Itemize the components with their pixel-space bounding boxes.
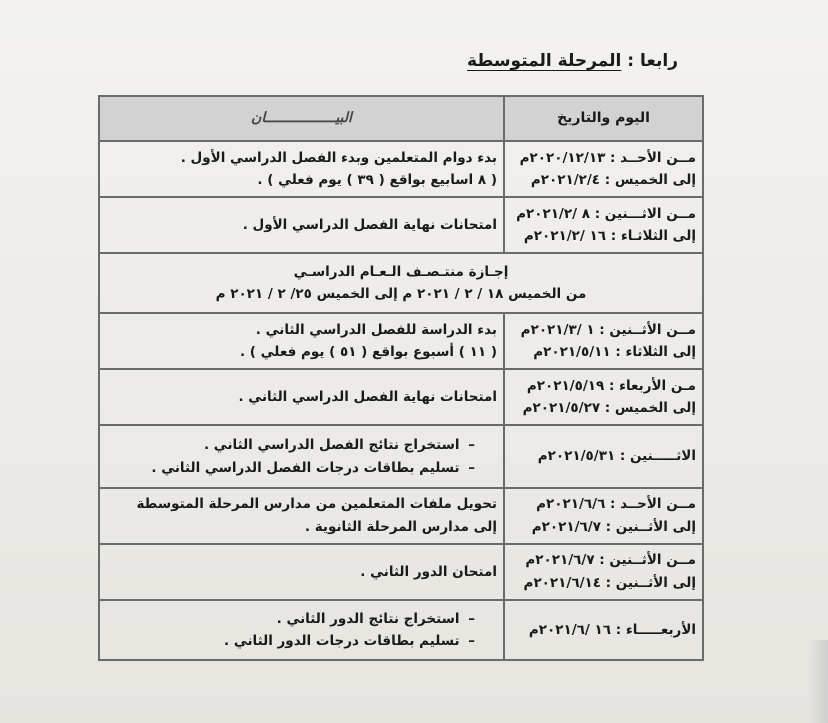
date-cell	[504, 141, 703, 197]
description-cell	[99, 488, 504, 544]
description-line: ( ٨ اسابيع بواقع ( ٣٩ ) يوم فعلي ) .	[257, 172, 497, 189]
date-from: مــن الأحــد : ٢٠٢١/٦/٦م	[536, 496, 696, 513]
description-cell	[99, 197, 504, 253]
bullet-item: – تسليم بطاقات درجات الفصل الدراسي الثاني .	[106, 457, 497, 479]
table-row	[99, 600, 703, 660]
description-cell	[99, 313, 504, 369]
date-from: مــن الأحــد : ٢٠٢٠/١٢/١٣م	[519, 149, 696, 166]
description-line: امتحانات نهاية الفصل الدراسي الأول .	[242, 217, 497, 233]
date-single: الاثـــــنين : ٢٠٢١/٥/٣١م	[537, 448, 696, 465]
table-row	[99, 253, 703, 313]
date-to: إلى الثلاثاء : ٢٠٢١/٥/١١م	[533, 344, 696, 361]
date-to: إلى الأثــنين : ٢٠٢١/٦/١٤م	[523, 574, 696, 591]
header-date: اليوم والتاريخ	[504, 96, 703, 141]
date-cell	[504, 313, 703, 369]
description-cell	[99, 600, 504, 660]
description-line: امتحانات نهاية الفصل الدراسي الثاني .	[238, 389, 497, 406]
date-from: مــن الأثــنين : ١ /٢٠٢١/٣م	[520, 322, 696, 339]
table-row	[99, 369, 703, 425]
bullet-item: – استخراج نتائج الفصل الدراسي الثاني .	[106, 434, 497, 456]
description-line: امتحان الدور الثاني .	[360, 563, 497, 580]
date-cell	[504, 197, 703, 253]
description-cell	[99, 425, 504, 487]
page-edge-shadow	[808, 640, 828, 723]
date-cell	[504, 488, 703, 544]
description-line: ( ١١ ) أسبوع بواقع ( ٥١ ) يوم فعلي ) .	[239, 344, 497, 361]
holiday-cell	[99, 253, 703, 313]
header-description: البيـــــــــــــــــان	[99, 96, 504, 141]
date-to: إلى الثلاثـاء : ١٦ /٢٠٢١/٢م	[523, 228, 696, 245]
schedule-table	[98, 95, 704, 661]
date-to: إلى الخميس : ٢٠٢١/٥/٢٧م	[522, 400, 696, 417]
holiday-title: إجـازة منتـصـف الـعـام الدراسـي	[293, 263, 509, 280]
date-cell	[504, 425, 703, 487]
table-row	[99, 544, 703, 600]
description-cell	[99, 544, 504, 600]
bullet-item: – تسليم بطاقات درجات الدور الثاني .	[106, 630, 497, 652]
description-line: إلى مدارس المرحلة الثانوية .	[304, 518, 497, 535]
date-single: الأربعـــــاء : ١٦ /٢٠٢١/٦م	[528, 621, 696, 638]
description-line: بدء دوام المتعلمين وبدء الفصل الدراسي الأول .	[180, 149, 497, 166]
date-from: مــن الأثــنين : ٢٠٢١/٦/٧م	[525, 552, 696, 569]
section-title-prefix: رابعا :	[621, 51, 678, 71]
date-to: إلى الخميس : ٢٠٢١/٢/٤م	[530, 172, 696, 189]
description-line: تحويل ملفات المتعلمين من مدارس المرحلة المتوسطة	[136, 496, 497, 513]
table-row	[99, 488, 703, 544]
description-line: بدء الدراسة للفصل الدراسي الثاني .	[255, 322, 497, 339]
table-row	[99, 197, 703, 253]
date-cell	[504, 600, 703, 660]
section-title	[467, 51, 678, 71]
table-row	[99, 425, 703, 487]
table-row	[99, 141, 703, 197]
bullet-item: – استخراج نتائج الدور الثاني .	[106, 608, 497, 630]
date-from: مـن الأربعاء : ٢٠٢١/٥/١٩م	[526, 378, 696, 395]
section-title-stage: المرحلة المتوسطة	[466, 51, 622, 71]
date-from: مــن الاثـــنين : ٨ /٢٠٢١/٢م	[516, 205, 696, 222]
table-header-row	[99, 96, 703, 141]
table-row	[99, 313, 703, 369]
description-cell	[99, 369, 504, 425]
holiday-dates: من الخميس ١٨ / ٢ / ٢٠٢١ م إلى الخميس ٢٥/ ٢ / ٢٠٢١ م	[215, 286, 587, 303]
date-to: إلى الأثــنين : ٢٠٢١/٦/٧م	[531, 518, 696, 535]
date-cell	[504, 369, 703, 425]
date-cell	[504, 544, 703, 600]
description-cell	[99, 141, 504, 197]
